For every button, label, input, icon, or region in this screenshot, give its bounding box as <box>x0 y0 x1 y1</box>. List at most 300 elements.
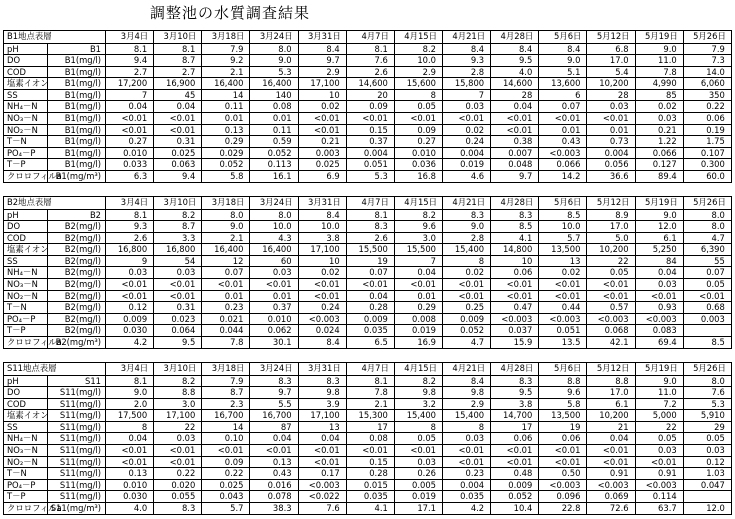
value-cell: 69.4 <box>635 337 683 349</box>
parameter-label: pH <box>4 375 48 387</box>
value-cell: 5.0 <box>587 232 635 244</box>
value-cell: 6,060 <box>683 78 731 90</box>
parameter-label: 塩素イオン <box>4 78 48 90</box>
value-cell: 8.5 <box>683 337 731 349</box>
value-cell: <0.01 <box>346 279 394 291</box>
value-cell: 5.1 <box>539 66 587 78</box>
value-cell: <0.01 <box>394 113 442 125</box>
value-cell: 8.1 <box>154 43 202 55</box>
value-cell: 3.0 <box>394 232 442 244</box>
date-header: 5月6日 <box>539 31 587 44</box>
table-row <box>4 124 732 136</box>
value-cell: 9.8 <box>298 387 346 399</box>
value-cell: 0.037 <box>491 325 539 337</box>
value-cell: 9.0 <box>106 387 154 399</box>
value-cell: 0.24 <box>298 302 346 314</box>
value-cell: 8.1 <box>106 375 154 387</box>
value-cell: 15,500 <box>394 244 442 256</box>
value-cell: 5.8 <box>539 398 587 410</box>
station-unit: B1(mg/l) <box>48 147 106 159</box>
value-cell: 5.7 <box>539 232 587 244</box>
value-cell: 60 <box>250 255 298 267</box>
value-cell: 7.9 <box>202 43 250 55</box>
value-cell: 7.8 <box>635 66 683 78</box>
value-cell: 8.5 <box>491 221 539 233</box>
station-unit: B2(mg/l) <box>48 244 106 256</box>
value-cell: 9.0 <box>635 209 683 221</box>
value-cell: 9.4 <box>154 171 202 183</box>
station-unit: B1(mg/l) <box>48 159 106 171</box>
value-cell: 45 <box>154 89 202 101</box>
section-header: B2地点表層 <box>4 197 106 210</box>
value-cell: 0.010 <box>394 147 442 159</box>
value-cell: 0.107 <box>683 147 731 159</box>
value-cell: 12 <box>202 255 250 267</box>
value-cell: 1.03 <box>683 468 731 480</box>
value-cell: <0.01 <box>106 290 154 302</box>
date-header: 5月12日 <box>587 363 635 376</box>
parameter-label: NO₂－N <box>4 456 48 468</box>
value-cell: 8.0 <box>683 375 731 387</box>
value-cell: 0.07 <box>202 267 250 279</box>
value-cell: <0.01 <box>539 279 587 291</box>
value-cell: 0.004 <box>443 147 491 159</box>
parameter-label: DO <box>4 55 48 67</box>
value-cell: <0.003 <box>539 313 587 325</box>
value-cell: 0.11 <box>250 124 298 136</box>
value-cell: <0.01 <box>346 445 394 457</box>
value-cell: <0.01 <box>587 290 635 302</box>
value-cell: 16.8 <box>394 171 442 183</box>
value-cell: 7.8 <box>202 337 250 349</box>
table-row <box>4 232 732 244</box>
value-cell: <0.01 <box>154 113 202 125</box>
station-unit: S11(mg/m³) <box>48 503 106 515</box>
value-cell: <0.01 <box>443 445 491 457</box>
value-cell: 0.02 <box>298 267 346 279</box>
value-cell: 0.010 <box>106 147 154 159</box>
table-row <box>4 89 732 101</box>
value-cell: 14,800 <box>491 244 539 256</box>
value-cell: 0.06 <box>539 433 587 445</box>
station-unit: B1 <box>48 43 106 55</box>
value-cell: 0.019 <box>443 159 491 171</box>
value-cell: <0.01 <box>394 279 442 291</box>
value-cell: 17.1 <box>394 503 442 515</box>
table-row <box>4 255 732 267</box>
value-cell: 13 <box>539 255 587 267</box>
parameter-label: 塩素イオン <box>4 410 48 422</box>
parameter-label: クロロフィルa <box>4 171 48 183</box>
parameter-label: COD <box>4 66 48 78</box>
value-cell: 2.8 <box>443 232 491 244</box>
table-s11-surface <box>3 362 732 515</box>
value-cell: 13 <box>298 421 346 433</box>
value-cell: 0.052 <box>250 147 298 159</box>
date-header: 5月19日 <box>635 197 683 210</box>
value-cell: 0.03 <box>635 113 683 125</box>
value-cell: 0.03 <box>443 433 491 445</box>
value-cell: 12.0 <box>635 221 683 233</box>
table-row <box>4 456 732 468</box>
date-header: 3月31日 <box>298 197 346 210</box>
value-cell: 0.009 <box>443 313 491 325</box>
value-cell: 11.0 <box>635 55 683 67</box>
table-row <box>4 479 732 491</box>
value-cell: 0.17 <box>298 468 346 480</box>
value-cell: 7.6 <box>683 387 731 399</box>
value-cell: 0.24 <box>443 136 491 148</box>
value-cell: <0.01 <box>154 445 202 457</box>
value-cell: 17.0 <box>587 387 635 399</box>
value-cell: 4.0 <box>491 66 539 78</box>
date-header: 4月21日 <box>443 363 491 376</box>
date-header: 5月26日 <box>683 31 731 44</box>
value-cell: 7.6 <box>346 55 394 67</box>
value-cell: 16,400 <box>250 78 298 90</box>
value-cell: 5.3 <box>683 398 731 410</box>
value-cell: 0.48 <box>491 468 539 480</box>
value-cell: <0.003 <box>539 479 587 491</box>
value-cell: 15,400 <box>394 410 442 422</box>
value-cell: 0.03 <box>394 456 442 468</box>
value-cell: 36.6 <box>587 171 635 183</box>
parameter-label: COD <box>4 398 48 410</box>
date-header: 4月7日 <box>346 31 394 44</box>
value-cell: 7.3 <box>683 55 731 67</box>
value-cell: 0.09 <box>202 456 250 468</box>
value-cell: 0.43 <box>250 468 298 480</box>
value-cell: 9.5 <box>491 387 539 399</box>
value-cell: 2.9 <box>394 66 442 78</box>
value-cell: 0.015 <box>346 479 394 491</box>
station-unit: S11(mg/l) <box>48 410 106 422</box>
value-cell: 0.22 <box>683 101 731 113</box>
parameter-label: PO₄－P <box>4 313 48 325</box>
value-cell: 0.047 <box>683 479 731 491</box>
value-cell: 5.3 <box>346 171 394 183</box>
value-cell: 3.9 <box>298 398 346 410</box>
value-cell: 4.0 <box>106 503 154 515</box>
value-cell: 16,400 <box>250 244 298 256</box>
date-header: 5月12日 <box>587 31 635 44</box>
station-unit: B1(mg/l) <box>48 55 106 67</box>
value-cell: 350 <box>683 89 731 101</box>
value-cell: 10.4 <box>491 503 539 515</box>
value-cell: 0.066 <box>539 159 587 171</box>
value-cell: 9.8 <box>394 387 442 399</box>
value-cell: 8.4 <box>298 43 346 55</box>
value-cell: 17,100 <box>298 410 346 422</box>
value-cell: 2.6 <box>346 66 394 78</box>
value-cell: 17,200 <box>106 78 154 90</box>
station-unit: S11(mg/l) <box>48 433 106 445</box>
value-cell: 0.03 <box>443 101 491 113</box>
parameter-label: T－N <box>4 136 48 148</box>
station-unit: B2 <box>48 209 106 221</box>
value-cell: 0.68 <box>683 302 731 314</box>
value-cell: 5.5 <box>250 398 298 410</box>
value-cell: 2.7 <box>154 66 202 78</box>
value-cell: 0.300 <box>683 159 731 171</box>
date-header: 3月4日 <box>106 197 154 210</box>
value-cell: 0.27 <box>106 136 154 148</box>
station-unit: B2(mg/l) <box>48 279 106 291</box>
parameter-label: クロロフィルa <box>4 503 48 515</box>
date-header: 3月31日 <box>298 31 346 44</box>
value-cell: 0.01 <box>539 124 587 136</box>
value-cell: 2.9 <box>443 398 491 410</box>
date-header: 3月10日 <box>154 197 202 210</box>
value-cell: <0.01 <box>491 113 539 125</box>
table-row <box>4 337 732 349</box>
value-cell: 0.005 <box>394 479 442 491</box>
value-cell: 4,990 <box>635 78 683 90</box>
value-cell: 5.3 <box>250 66 298 78</box>
value-cell: 8.4 <box>539 43 587 55</box>
parameter-label: COD <box>4 232 48 244</box>
value-cell: 3.3 <box>154 232 202 244</box>
value-cell: 9 <box>106 255 154 267</box>
value-cell: 4.1 <box>491 232 539 244</box>
value-cell: 28 <box>587 89 635 101</box>
table-row <box>4 78 732 90</box>
date-header: 5月26日 <box>683 363 731 376</box>
value-cell: 8.7 <box>202 387 250 399</box>
date-header: 4月21日 <box>443 197 491 210</box>
table-row <box>4 136 732 148</box>
value-cell: 0.033 <box>106 159 154 171</box>
value-cell: <0.01 <box>202 445 250 457</box>
value-cell: <0.01 <box>587 456 635 468</box>
value-cell: 9.4 <box>106 55 154 67</box>
value-cell: 10.0 <box>539 221 587 233</box>
date-header: 5月26日 <box>683 197 731 210</box>
value-cell: <0.01 <box>106 124 154 136</box>
value-cell: 3.8 <box>491 398 539 410</box>
value-cell: 0.57 <box>587 302 635 314</box>
value-cell: 0.010 <box>106 479 154 491</box>
value-cell: 8.9 <box>587 209 635 221</box>
value-cell: 0.016 <box>250 479 298 491</box>
station-unit: B2(mg/l) <box>48 313 106 325</box>
value-cell: 8.2 <box>154 209 202 221</box>
table-b1-surface <box>3 30 732 183</box>
value-cell: 0.43 <box>539 136 587 148</box>
value-cell: <0.01 <box>298 279 346 291</box>
value-cell: <0.01 <box>491 290 539 302</box>
value-cell: 8.8 <box>587 375 635 387</box>
date-header: 3月24日 <box>250 363 298 376</box>
value-cell: <0.01 <box>491 445 539 457</box>
value-cell: 9.3 <box>106 221 154 233</box>
value-cell: <0.01 <box>491 124 539 136</box>
value-cell: 0.38 <box>491 136 539 148</box>
parameter-label: NH₄－N <box>4 433 48 445</box>
value-cell: 0.05 <box>394 101 442 113</box>
page-title: 調整池の水質調査結果 <box>150 4 311 22</box>
value-cell: 9.0 <box>539 55 587 67</box>
value-cell: 4.2 <box>443 503 491 515</box>
value-cell: 55 <box>683 255 731 267</box>
table-row <box>4 55 732 67</box>
value-cell: 13,500 <box>539 244 587 256</box>
value-cell: 16,900 <box>154 78 202 90</box>
table-row <box>4 221 732 233</box>
value-cell: 6.8 <box>587 43 635 55</box>
value-cell: 0.019 <box>394 491 442 503</box>
station-unit: B2(mg/l) <box>48 290 106 302</box>
value-cell: 8.2 <box>154 375 202 387</box>
value-cell: 6,390 <box>683 244 731 256</box>
header-row <box>4 31 732 44</box>
value-cell: 0.04 <box>106 433 154 445</box>
value-cell: 0.068 <box>587 325 635 337</box>
value-cell: 0.47 <box>491 302 539 314</box>
parameter-label: NH₄－N <box>4 267 48 279</box>
value-cell: 20 <box>346 89 394 101</box>
value-cell: 0.10 <box>202 433 250 445</box>
value-cell: 0.052 <box>202 159 250 171</box>
date-header: 4月7日 <box>346 197 394 210</box>
value-cell: 6.1 <box>635 232 683 244</box>
value-cell: 7.6 <box>298 503 346 515</box>
date-header: 5月12日 <box>587 197 635 210</box>
value-cell: 8.4 <box>491 43 539 55</box>
station-unit: S11(mg/l) <box>48 421 106 433</box>
parameter-label: クロロフィルa <box>4 337 48 349</box>
parameter-label: T－N <box>4 302 48 314</box>
value-cell: 0.02 <box>443 124 491 136</box>
value-cell: 0.06 <box>491 433 539 445</box>
date-header: 4月28日 <box>491 197 539 210</box>
value-cell: <0.01 <box>154 279 202 291</box>
value-cell: 4.3 <box>250 232 298 244</box>
value-cell: <0.003 <box>298 313 346 325</box>
station-unit: B2(mg/m³) <box>48 337 106 349</box>
value-cell: 0.096 <box>539 491 587 503</box>
value-cell: 9.7 <box>298 55 346 67</box>
value-cell: 0.28 <box>346 468 394 480</box>
value-cell: 17,100 <box>298 244 346 256</box>
station-unit: B1(mg/l) <box>48 113 106 125</box>
value-cell: 8.4 <box>443 375 491 387</box>
value-cell: 8.0 <box>202 209 250 221</box>
value-cell: 8.1 <box>106 209 154 221</box>
value-cell: 9.7 <box>250 387 298 399</box>
value-cell: 19 <box>539 421 587 433</box>
value-cell: <0.01 <box>683 290 731 302</box>
value-cell: 0.048 <box>491 159 539 171</box>
parameter-label: pH <box>4 209 48 221</box>
value-cell: 0.05 <box>683 433 731 445</box>
value-cell: 0.021 <box>202 313 250 325</box>
value-cell: 15.9 <box>491 337 539 349</box>
value-cell: <0.003 <box>587 313 635 325</box>
header-row <box>4 197 732 210</box>
value-cell: 8.0 <box>250 209 298 221</box>
value-cell: 85 <box>635 89 683 101</box>
value-cell: 0.024 <box>298 325 346 337</box>
value-cell: 0.09 <box>394 124 442 136</box>
value-cell: 0.064 <box>154 325 202 337</box>
value-cell: 12.0 <box>683 503 731 515</box>
value-cell: 10,200 <box>587 78 635 90</box>
value-cell: 0.11 <box>202 101 250 113</box>
date-header: 4月15日 <box>394 31 442 44</box>
value-cell: <0.01 <box>250 445 298 457</box>
value-cell: 0.025 <box>202 479 250 491</box>
date-header: 4月28日 <box>491 363 539 376</box>
value-cell: 0.12 <box>106 302 154 314</box>
date-header: 3月10日 <box>154 363 202 376</box>
value-cell: 0.03 <box>154 267 202 279</box>
date-header: 5月6日 <box>539 197 587 210</box>
value-cell: 0.063 <box>154 159 202 171</box>
station-unit: B1(mg/m³) <box>48 171 106 183</box>
value-cell: 0.04 <box>298 433 346 445</box>
value-cell: 0.09 <box>346 101 394 113</box>
value-cell: 0.056 <box>587 159 635 171</box>
value-cell: 0.21 <box>298 136 346 148</box>
parameter-label: NO₂－N <box>4 290 48 302</box>
value-cell: 1.22 <box>635 136 683 148</box>
value-cell: 0.052 <box>443 325 491 337</box>
value-cell <box>683 325 731 337</box>
value-cell: 0.025 <box>154 147 202 159</box>
table-row <box>4 491 732 503</box>
value-cell: 0.37 <box>346 136 394 148</box>
value-cell: 11.0 <box>635 387 683 399</box>
value-cell: 0.25 <box>443 302 491 314</box>
value-cell: 0.22 <box>154 468 202 480</box>
value-cell: 15,500 <box>346 244 394 256</box>
value-cell: 21 <box>587 421 635 433</box>
station-unit: B2(mg/l) <box>48 255 106 267</box>
value-cell: 0.035 <box>443 491 491 503</box>
value-cell: 0.50 <box>539 468 587 480</box>
value-cell: 0.023 <box>154 313 202 325</box>
value-cell: 4.1 <box>346 503 394 515</box>
station-unit: S11(mg/l) <box>48 491 106 503</box>
value-cell: 10,200 <box>587 244 635 256</box>
value-cell: <0.01 <box>539 445 587 457</box>
value-cell: 0.08 <box>346 433 394 445</box>
table-row <box>4 279 732 291</box>
value-cell: 9.2 <box>202 55 250 67</box>
value-cell: 8.5 <box>539 209 587 221</box>
value-cell: 0.004 <box>443 479 491 491</box>
value-cell: 0.02 <box>298 101 346 113</box>
value-cell: 10,200 <box>587 410 635 422</box>
value-cell: 5,000 <box>635 410 683 422</box>
parameter-label: SS <box>4 421 48 433</box>
value-cell: 0.030 <box>106 325 154 337</box>
value-cell: 7.9 <box>202 375 250 387</box>
value-cell: 8.2 <box>394 43 442 55</box>
value-cell: <0.003 <box>491 313 539 325</box>
value-cell: <0.01 <box>443 279 491 291</box>
section-header: B1地点表層 <box>4 31 106 44</box>
value-cell: 8.7 <box>154 55 202 67</box>
value-cell: 3.2 <box>394 398 442 410</box>
table-row <box>4 171 732 183</box>
value-cell: 9.6 <box>394 221 442 233</box>
date-header: 4月15日 <box>394 363 442 376</box>
value-cell: 0.01 <box>394 290 442 302</box>
value-cell: <0.01 <box>106 113 154 125</box>
parameter-label: T－N <box>4 468 48 480</box>
